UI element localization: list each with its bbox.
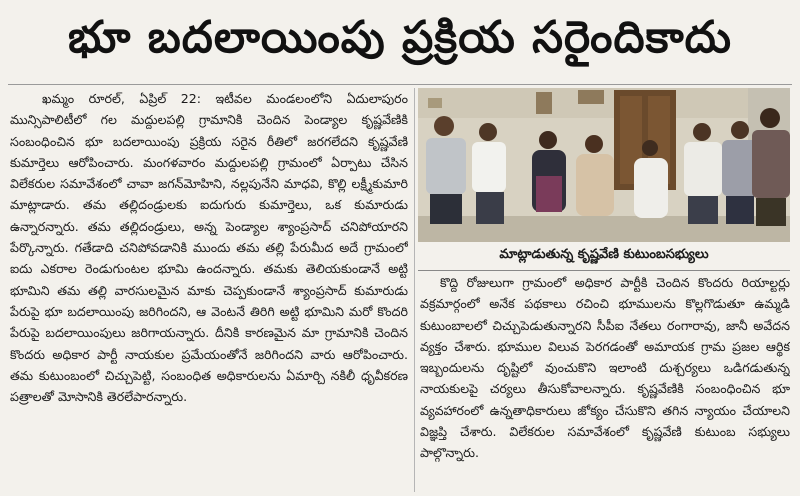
press-meet-photo [418,88,790,242]
headline-rule [8,84,792,85]
photo-caption: మాట్లాడుతున్న కృష్ణవేణి కుటుంబసభ్యులు [499,247,709,262]
column-divider [414,88,415,492]
left-article-text: ఖమ్మం రూరల్, ఏప్రిల్ 22: ఇటీవల మండలంలోని ఏదులాపురం మున్సిపాలిటీలో గల మద్దులపల్లి గ్రామానికి చెందిన పెండ్యాల కృష్ణవేణికి సంబంధించిన భూ బదలాయింపు ప్రక్రియ సరైన రీతిలో జరగలేదని కృష్ణవేణి కుమార్తెలు ఆరోపించారు. మంగళవారం మద్దులపల్లి గ్రామంలో ఏర్పాటు చేసిన విలేకరుల సమావేశంలో చావా జగన్‌మోహిని, నల్లపునేని మాధవి, కొల్లి లక్ష్మీకుమారి మాట్లాడారు. తమ తల్లిదండ్రులకు ఐదుగురు కుమార్తెలు, ఒక కుమారుడు ఉన్నారన్నారు. తమ తల్లిదండ్రులు, అన్న పెండ్యాల శ్యాంప్రసాద్ చనిపోయారని పేర్కొన్నారు. గతేడాది చనిపోవడానికి ముందు తమ తల్లి పేరుమీద అదే గ్రామంలో ఐదు ఎకరాల రెండుగుంటల భూమి ఉందన్నారు. తమకు తెలియకుండానే అట్టి భూమిని తమ తల్లి వారసులమైన మాకు చెప్పకుండానే శ్యాంప్రసాద్ కుమారుడు పేరుపై భూ బదలాయింపు జరిగిందని, ఆ వెంటనే తిరిగి అట్టి భూమిని మరో కొందరి పేరుపై బదలాయింపులు జరిగాయన్నారు. దీనికి కారణమైన మా గ్రామానికి చెందిన కొందరు అధికార పార్టీ నాయకుల ప్రమేయంతోనే జరిగిందని వారు ఆరోపించారు. తమ కుటుంబంలో చిచ్చుపెట్టి, సంబంధిత అధికారులను ఏమార్చి నకిలీ ధృవీకరణ పత్రాలతో మోసానికి తెరలేపారన్నారు. [10,91,408,405]
caption-rule [418,270,790,271]
right-article-column [420,272,790,492]
right-article-text: కొద్ది రోజులుగా గ్రామంలో అధికార పార్టీకి చెందిన కొందరు రియాల్టర్లు వక్రమార్గంలో అనేక పథకాలు రచించి భూములను కొల్లగొడుతూ ఉమ్మడి కుటుంబాలలో చిచ్చుపెడుతున్నారని సీపీఐ నేతలు రంగారావు, జానీ అవేదన వ్యక్తం చేశారు. భూముల విలువ పెరగడంతో అమాయక గ్రామ ప్రజల ఆర్థిక ఇబ్బందులను దృష్టిలో వుంచుకొని ఇలాంటి దుశ్చర్యలు ఒడిగడుతున్న నాయకులపై చర్యలు తీసుకోవాలన్నారు. కృష్ణవేణికి సంబంధించిన భూ వ్యవహారంలో ఉన్నతాధికారులు జోక్యం చేసుకొని తగిన న్యాయం చేయాలని విజ్ఞప్తి చేశారు. విలేకరుల సమావేశంలో కృష్ణవేణి కుటుంబ సభ్యులు పాల్గొన్నారు. [420,275,790,461]
press-meet-photo-illustration [418,88,790,242]
left-article-column [10,88,408,492]
headline: భూ బదలాయింపు ప్రక్రియ సరైందికాదు [68,12,732,63]
